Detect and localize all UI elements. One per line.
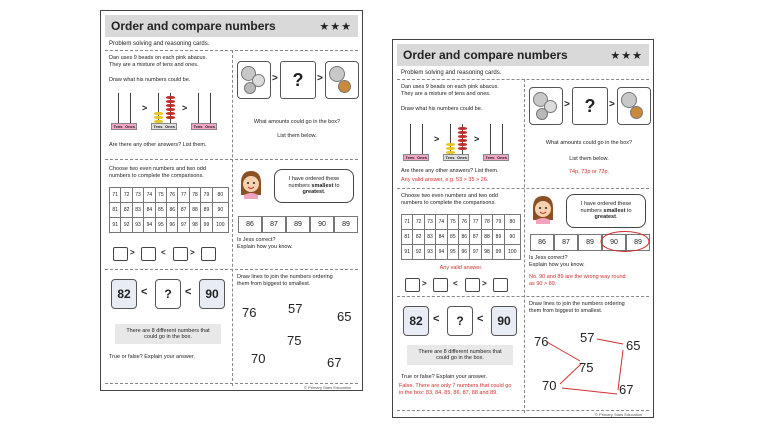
greater-than-sign: > <box>130 248 135 257</box>
bubble-smallest: smallest <box>603 207 626 214</box>
greater-than-sign: > <box>142 103 148 113</box>
greater-than-sign: > <box>317 73 323 84</box>
order-number[interactable]: 76 <box>534 334 549 349</box>
comparison-blank[interactable] <box>405 278 420 292</box>
number-box-right: 90 <box>491 306 517 336</box>
bubble-to: to <box>333 182 340 189</box>
sheet-subtitle: Problem solving and reasoning cards. <box>109 41 210 47</box>
abacus-1 <box>111 91 137 131</box>
jess-number: 90 <box>310 216 334 233</box>
bubble-greatest: greatest <box>594 214 616 221</box>
order-number[interactable]: 65 <box>337 309 352 324</box>
bubble-numbers-word: numbers <box>580 207 604 214</box>
ones-label: Ones <box>124 124 135 129</box>
less-than-sign: < <box>141 286 148 298</box>
jess-number: 89 <box>626 234 650 251</box>
abacus-2 <box>151 91 177 131</box>
comparison-blank[interactable] <box>201 247 216 261</box>
bubble-to: to <box>625 207 632 214</box>
mystery-amount-box: ? <box>572 87 608 125</box>
bubble-line-1: I have ordered these <box>580 201 632 208</box>
coins-question: What amounts could go in the box? <box>545 140 633 146</box>
jess-number: 87 <box>262 216 286 233</box>
true-false-answer: False. There are only 7 numbers that could go in the box: 83, 84, 85, 86, 87, 88 and 89. <box>399 383 512 396</box>
greater-than-sign: > <box>609 99 615 110</box>
abacus-intro: Dan uses 9 beads on each pink abacus. They are a mixture of tens and ones. <box>401 84 499 97</box>
jess-question: Is Jess correct? Explain how you know. <box>529 255 585 268</box>
footer-credit: © Primary Stars Education <box>304 385 352 390</box>
coins-list-prompt: List them below. <box>277 133 317 139</box>
error-circle-mark <box>599 230 651 253</box>
jess-question: Is Jess correct? Explain how you know. <box>237 237 293 250</box>
hundred-square-grid <box>109 187 229 233</box>
order-number[interactable]: 65 <box>626 338 641 353</box>
less-than-sign: < <box>453 279 458 288</box>
abacus-answer: Any valid answer, e.g. 53 > 35 > 26. <box>401 177 489 183</box>
greater-than-sign: > <box>272 73 278 84</box>
coin-box-right <box>617 87 651 125</box>
coins-answer: 74p, 73p or 72p. <box>568 169 610 175</box>
grid-intro: Choose two even numbers and two odd numbers to complete the comparisons. <box>401 193 498 206</box>
divider <box>397 410 649 411</box>
divider <box>232 50 233 386</box>
sheet-header <box>397 44 649 66</box>
sheet-subtitle: Problem solving and reasoning cards. <box>401 70 502 76</box>
divider <box>397 296 649 297</box>
answer-sheet <box>392 39 654 418</box>
abacus-3 <box>191 91 217 131</box>
mystery-number-box: ? <box>447 306 473 336</box>
sheet-title: Order and compare numbers <box>403 48 568 62</box>
abacus-other-answers: Are there any other answers? List them. <box>401 168 499 174</box>
less-than-sign: < <box>185 286 192 298</box>
mystery-amount-box: ? <box>280 61 316 99</box>
abacus-other-answers: Are there any other answers? List them. <box>109 142 207 148</box>
coin-box-left <box>237 61 271 99</box>
order-number[interactable]: 75 <box>579 360 594 375</box>
ordering-instruction: Draw lines to join the numbers ordering them from biggest to smallest. <box>529 301 625 314</box>
divider <box>105 269 358 270</box>
greater-than-sign: > <box>190 248 195 257</box>
bubble-end: . <box>615 214 618 221</box>
grid-row: 91 92 93 94 95 96 97 98 99 100 <box>110 218 229 233</box>
coin-box-left <box>529 87 563 125</box>
tens-label: Tens <box>485 155 495 160</box>
tens-label: Tens <box>113 124 123 129</box>
true-false-question: True or false? Explain your answer. <box>109 354 196 360</box>
true-false-question: True or false? Explain your answer. <box>401 374 488 380</box>
ones-label: Ones <box>416 155 427 160</box>
ones-label: Ones <box>456 155 467 160</box>
abacus-1 <box>403 122 429 162</box>
comparison-blank[interactable] <box>173 247 188 261</box>
comparison-blank[interactable] <box>465 278 480 292</box>
divider <box>105 159 358 160</box>
star-rating: ★★★ <box>319 20 352 33</box>
speech-bubble <box>274 169 354 203</box>
statement-box: There are 8 different numbers that could go in the box. <box>115 324 221 344</box>
tens-label: Tens <box>153 124 163 129</box>
bubble-greatest: greatest <box>302 189 324 196</box>
abacus-draw-prompt: Draw what his numbers could be. <box>109 77 191 83</box>
number-box-left: 82 <box>403 306 429 336</box>
jess-number: 89 <box>286 216 310 233</box>
greater-than-sign: > <box>474 134 480 144</box>
ones-label: Ones <box>204 124 215 129</box>
order-number[interactable]: 70 <box>542 378 557 393</box>
comparison-blank[interactable] <box>141 247 156 261</box>
less-than-sign: < <box>477 313 484 325</box>
ordering-instruction: Draw lines to join the numbers ordering them from biggest to smallest. <box>237 274 333 287</box>
order-number[interactable]: 76 <box>242 305 257 320</box>
sheet-header <box>105 15 358 37</box>
comparison-blank[interactable] <box>433 278 448 292</box>
bubble-line-1: I have ordered these <box>288 176 340 183</box>
abacus-3 <box>483 122 509 162</box>
speech-bubble <box>566 194 646 228</box>
order-number[interactable]: 57 <box>580 330 595 345</box>
sheet-title: Order and compare numbers <box>111 19 276 33</box>
less-than-sign: < <box>161 248 166 257</box>
footer-credit: © Primary Stars Education <box>595 412 643 417</box>
order-number[interactable]: 67 <box>327 355 342 370</box>
abacus-draw-prompt: Draw what his numbers could be. <box>401 106 483 112</box>
girl-avatar-icon <box>238 169 264 199</box>
grid-row: 91 92 93 94 95 96 97 98 99 100 <box>402 245 521 260</box>
ones-label: Ones <box>496 155 507 160</box>
grid-answer: Any valid answer. <box>439 265 483 271</box>
number-box-right: 90 <box>199 279 225 309</box>
statement-box: There are 8 different numbers that could go in the box. <box>407 345 513 365</box>
star-rating: ★★★ <box>610 49 643 62</box>
greater-than-sign: > <box>482 279 487 288</box>
divider <box>105 383 358 384</box>
greater-than-sign: > <box>564 99 570 110</box>
greater-than-sign: > <box>434 134 440 144</box>
grid-row: 71 72 73 74 75 76 77 78 79 80 <box>402 215 521 230</box>
jess-number: 89 <box>578 234 602 251</box>
grid-row: 81 82 83 84 85 86 87 88 89 90 <box>110 203 229 218</box>
tens-label: Tens <box>193 124 203 129</box>
mystery-number-box: ? <box>155 279 181 309</box>
number-box-left: 82 <box>111 279 137 309</box>
hundred-square-grid <box>401 214 521 260</box>
abacus-intro: Dan uses 9 beads on each pink abacus. They are a mixture of tens and ones. <box>109 55 207 68</box>
divider <box>397 79 649 80</box>
jess-number: 87 <box>554 234 578 251</box>
bubble-smallest: smallest <box>311 182 334 189</box>
grid-row: 81 82 83 84 85 86 87 88 89 90 <box>402 230 521 245</box>
bubble-numbers-word: numbers <box>288 182 312 189</box>
jess-answer: No. 90 and 89 are the wrong way round as 90 > 89. <box>529 274 626 287</box>
grid-row: 71 72 73 74 75 76 77 78 79 80 <box>110 188 229 203</box>
coins-list-prompt: List them below. <box>569 156 609 162</box>
jess-number: 89 <box>334 216 358 233</box>
tens-label: Tens <box>445 155 455 160</box>
coin-box-right <box>325 61 359 99</box>
order-number[interactable]: 70 <box>251 351 266 366</box>
comparison-blank[interactable] <box>493 278 508 292</box>
bubble-end: . <box>323 189 326 196</box>
tens-label: Tens <box>405 155 415 160</box>
grid-intro: Choose two even numbers and two odd numbers to complete the comparisons. <box>109 166 206 179</box>
order-number[interactable]: 75 <box>287 333 302 348</box>
greater-than-sign: > <box>422 279 427 288</box>
jess-number: 86 <box>238 216 262 233</box>
divider <box>397 188 649 189</box>
order-number[interactable]: 67 <box>619 382 634 397</box>
jess-number: 86 <box>530 234 554 251</box>
abacus-2 <box>443 122 469 162</box>
comparison-blank[interactable] <box>113 247 128 261</box>
question-sheet <box>100 10 363 391</box>
coins-question: What amounts could go in the box? <box>253 119 341 125</box>
order-number[interactable]: 57 <box>288 301 303 316</box>
girl-avatar-icon <box>530 194 556 224</box>
less-than-sign: < <box>433 313 440 325</box>
jess-number: 90 <box>602 234 626 251</box>
ones-label: Ones <box>164 124 175 129</box>
greater-than-sign: > <box>182 103 188 113</box>
